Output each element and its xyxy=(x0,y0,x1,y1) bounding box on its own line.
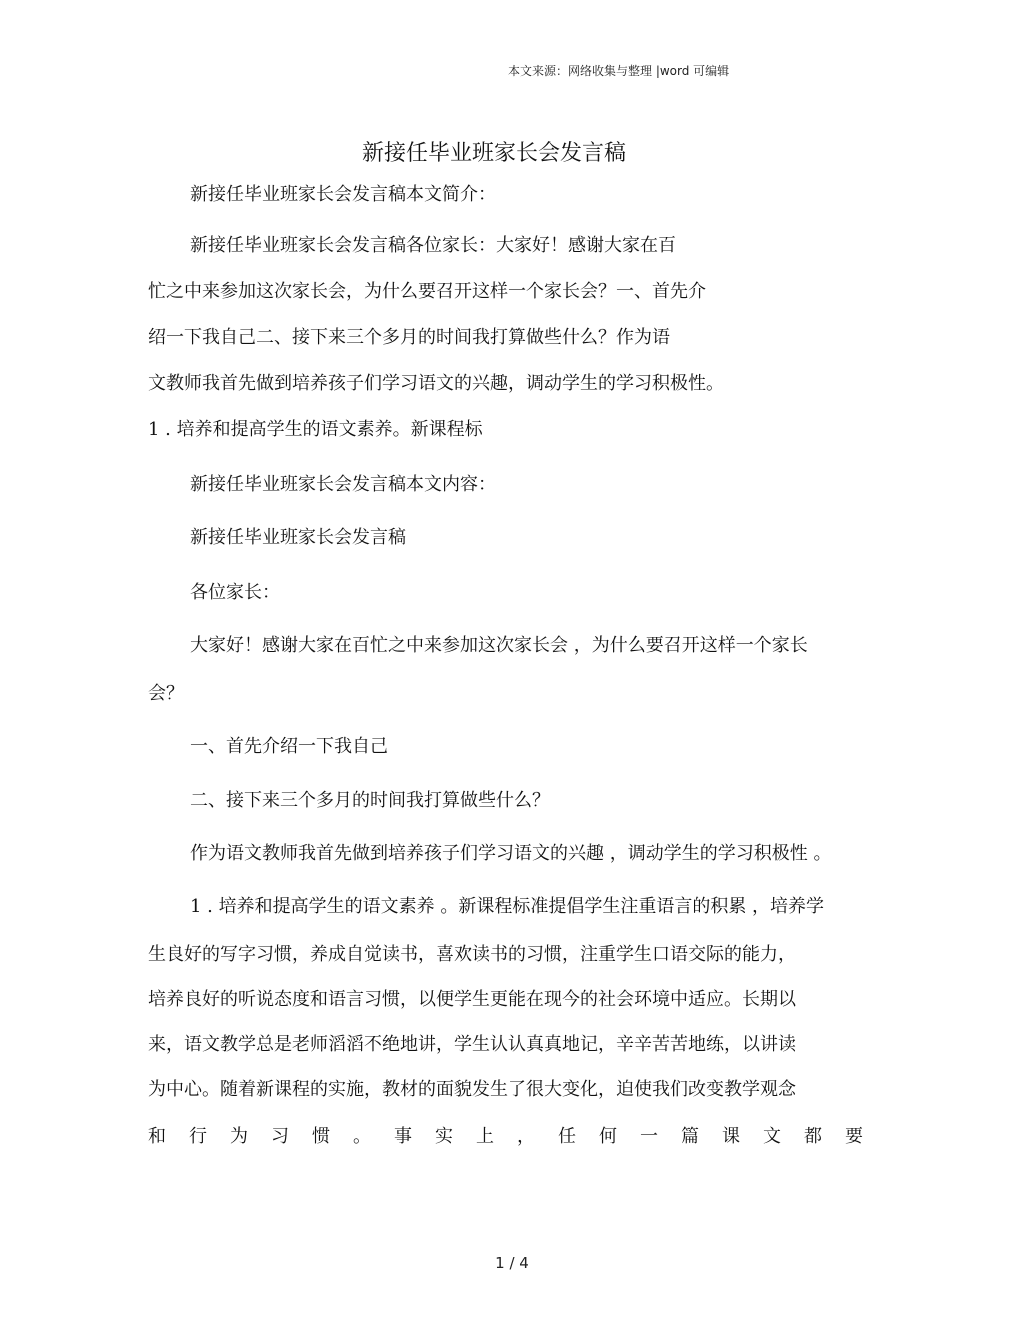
paragraph-line: 1 . 培养和提高学生的语文素养。新课程标 xyxy=(148,419,483,440)
paragraph-line: 为中心。随着新课程的实施，教材的面貌发生了很大变化，迫使我们改变教学观念 xyxy=(148,1079,796,1100)
char: 上 xyxy=(476,1126,494,1147)
char: 要 xyxy=(845,1126,863,1147)
char: 实 xyxy=(435,1126,453,1147)
paragraph-line: 各位家长： xyxy=(190,582,280,603)
char: 何 xyxy=(599,1126,617,1147)
char: 都 xyxy=(804,1126,822,1147)
char: 课 xyxy=(722,1126,740,1147)
paragraph-line: 来，语文教学总是老师滔滔不绝地讲，学生认认真真地记，辛辛苦苦地练，以讲读 xyxy=(148,1034,796,1055)
paragraph-line: 作为语文教师我首先做到培养孩子们学习语文的兴趣 ，调动学生的学习积极性 。 xyxy=(190,843,832,864)
source-note: 本文来源：网络收集与整理 |word 可编辑 xyxy=(508,64,730,78)
paragraph-line: 新接任毕业班家长会发言稿本文简介： xyxy=(190,184,496,205)
char: 文 xyxy=(763,1126,781,1147)
paragraph-line: 新接任毕业班家长会发言稿本文内容： xyxy=(190,474,496,495)
page-number: 1 / 4 xyxy=(495,1254,529,1272)
char: 一 xyxy=(640,1126,658,1147)
paragraph-line: 会？ xyxy=(148,683,184,704)
paragraph-line: 二、接下来三个多月的时间我打算做些什么？ xyxy=(190,790,550,811)
paragraph-line: 培养良好的听说态度和语言习惯，以便学生更能在现今的社会环境中适应。长期以 xyxy=(148,989,796,1010)
paragraph-line: 文教师我首先做到培养孩子们学习语文的兴趣，调动学生的学习积极性。 xyxy=(148,373,724,394)
char: 和 xyxy=(148,1126,166,1147)
justified-last-line xyxy=(148,1125,863,1149)
paragraph-line: 新接任毕业班家长会发言稿 xyxy=(190,527,406,548)
paragraph-line: 绍一下我自己二、接下来三个多月的时间我打算做些什么？作为语 xyxy=(148,327,670,348)
char: 行 xyxy=(189,1126,207,1147)
char: 任 xyxy=(558,1126,576,1147)
char: ， xyxy=(517,1126,535,1147)
paragraph-line: 新接任毕业班家长会发言稿各位家长：大家好！感谢大家在百 xyxy=(190,235,676,256)
paragraph-line: 1 . 培养和提高学生的语文素养 。新课程标准提倡学生注重语言的积累 ，培养学 xyxy=(190,896,825,917)
paragraph-line: 大家好！感谢大家在百忙之中来参加这次家长会 ，为什么要召开这样一个家长 xyxy=(190,635,808,656)
char: 。 xyxy=(353,1126,371,1147)
char: 为 xyxy=(230,1126,248,1147)
document-title: 新接任毕业班家长会发言稿 xyxy=(361,141,626,166)
char: 惯 xyxy=(312,1126,330,1147)
char: 篇 xyxy=(681,1126,699,1147)
paragraph-line: 忙之中来参加这次家长会，为什么要召开这样一个家长会？一、首先介 xyxy=(148,281,706,302)
char: 事 xyxy=(394,1126,412,1147)
paragraph-line: 一、首先介绍一下我自己 xyxy=(190,736,388,757)
char: 习 xyxy=(271,1126,289,1147)
paragraph-line: 生良好的写字习惯，养成自觉读书，喜欢读书的习惯，注重学生口语交际的能力， xyxy=(148,944,796,965)
